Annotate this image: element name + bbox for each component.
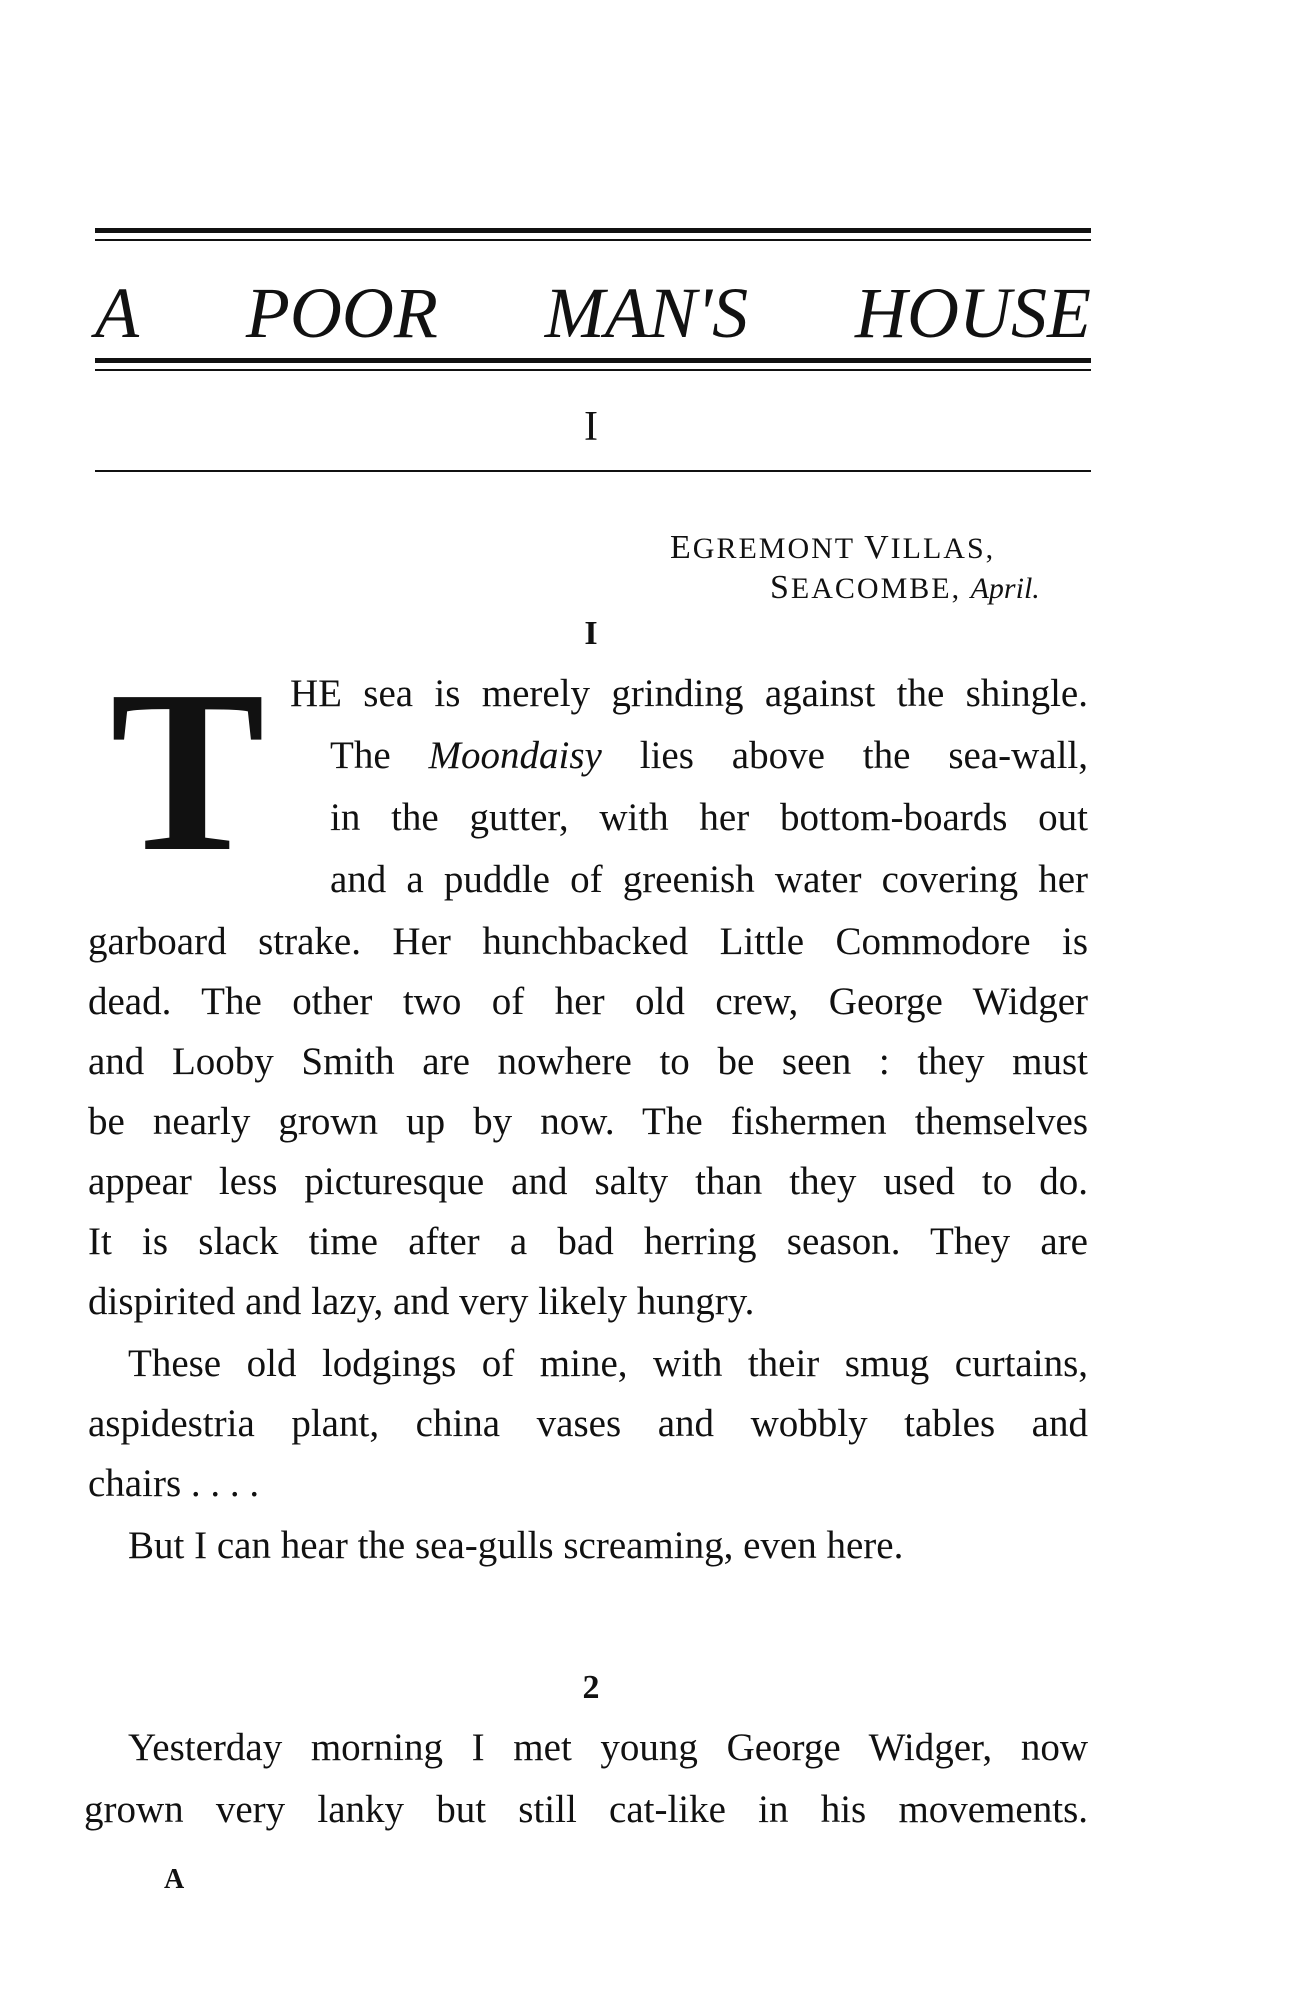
title-word: HOUSE	[855, 273, 1091, 353]
text-line: aspidestria plant, china vases and wobbly tables and	[88, 1402, 1088, 1445]
ship-name: Moondaisy	[428, 734, 602, 777]
text-line: Yesterday morning I met young George Widger, now	[128, 1726, 1088, 1769]
title-rule-bottom-thin	[95, 369, 1091, 371]
text-line: be nearly grown up by now. The fishermen themselves	[88, 1100, 1088, 1143]
text-line: and Looby Smith are nowhere to be seen : they must	[88, 1040, 1088, 1083]
title-word: A	[95, 273, 139, 353]
address-line-2: SEACOMBE, April.	[770, 569, 1040, 606]
text-line: in the gutter, with her bottom-boards out	[330, 796, 1088, 839]
chapter-number: I	[584, 404, 598, 450]
title-rule-top-thick	[95, 228, 1091, 233]
book-title	[95, 268, 1091, 358]
text-line: grown very lanky but still cat-like in his movements.	[84, 1788, 1088, 1831]
text-line: and a puddle of greenish water covering her	[330, 858, 1088, 901]
text-line: These old lodgings of mine, with their smug curtains,	[128, 1342, 1088, 1385]
drop-cap: T	[110, 643, 265, 900]
title-rule-top-thin	[95, 239, 1091, 241]
text-line: The Moondaisy lies above the sea-wall,	[330, 734, 1088, 777]
text-line: appear less picturesque and salty than they used to do.	[88, 1160, 1088, 1203]
text-line: dead. The other two of her old crew, George Widger	[88, 980, 1088, 1023]
signature-mark: A	[164, 1864, 185, 1895]
text-line: HE sea is merely grinding against the shingle.	[290, 672, 1088, 715]
address-line-1: EGREMONT VILLAS,	[670, 529, 996, 566]
text-line: garboard strake. Her hunchbacked Little Commodore is	[88, 920, 1088, 963]
text-line: chairs . . . .	[88, 1462, 260, 1505]
chapter-rule	[95, 470, 1091, 472]
title-word: MAN'S	[544, 273, 749, 353]
text-line: But I can hear the sea-gulls screaming, even here.	[128, 1524, 904, 1567]
section-number: I	[584, 615, 598, 652]
text-line: dispirited and lazy, and very likely hungry.	[88, 1280, 755, 1323]
text-line: It is slack time after a bad herring season. They are	[88, 1220, 1088, 1263]
title-rule-bottom-thick	[95, 358, 1091, 363]
title-word: POOR	[245, 273, 438, 353]
section-number: 2	[582, 1669, 600, 1706]
